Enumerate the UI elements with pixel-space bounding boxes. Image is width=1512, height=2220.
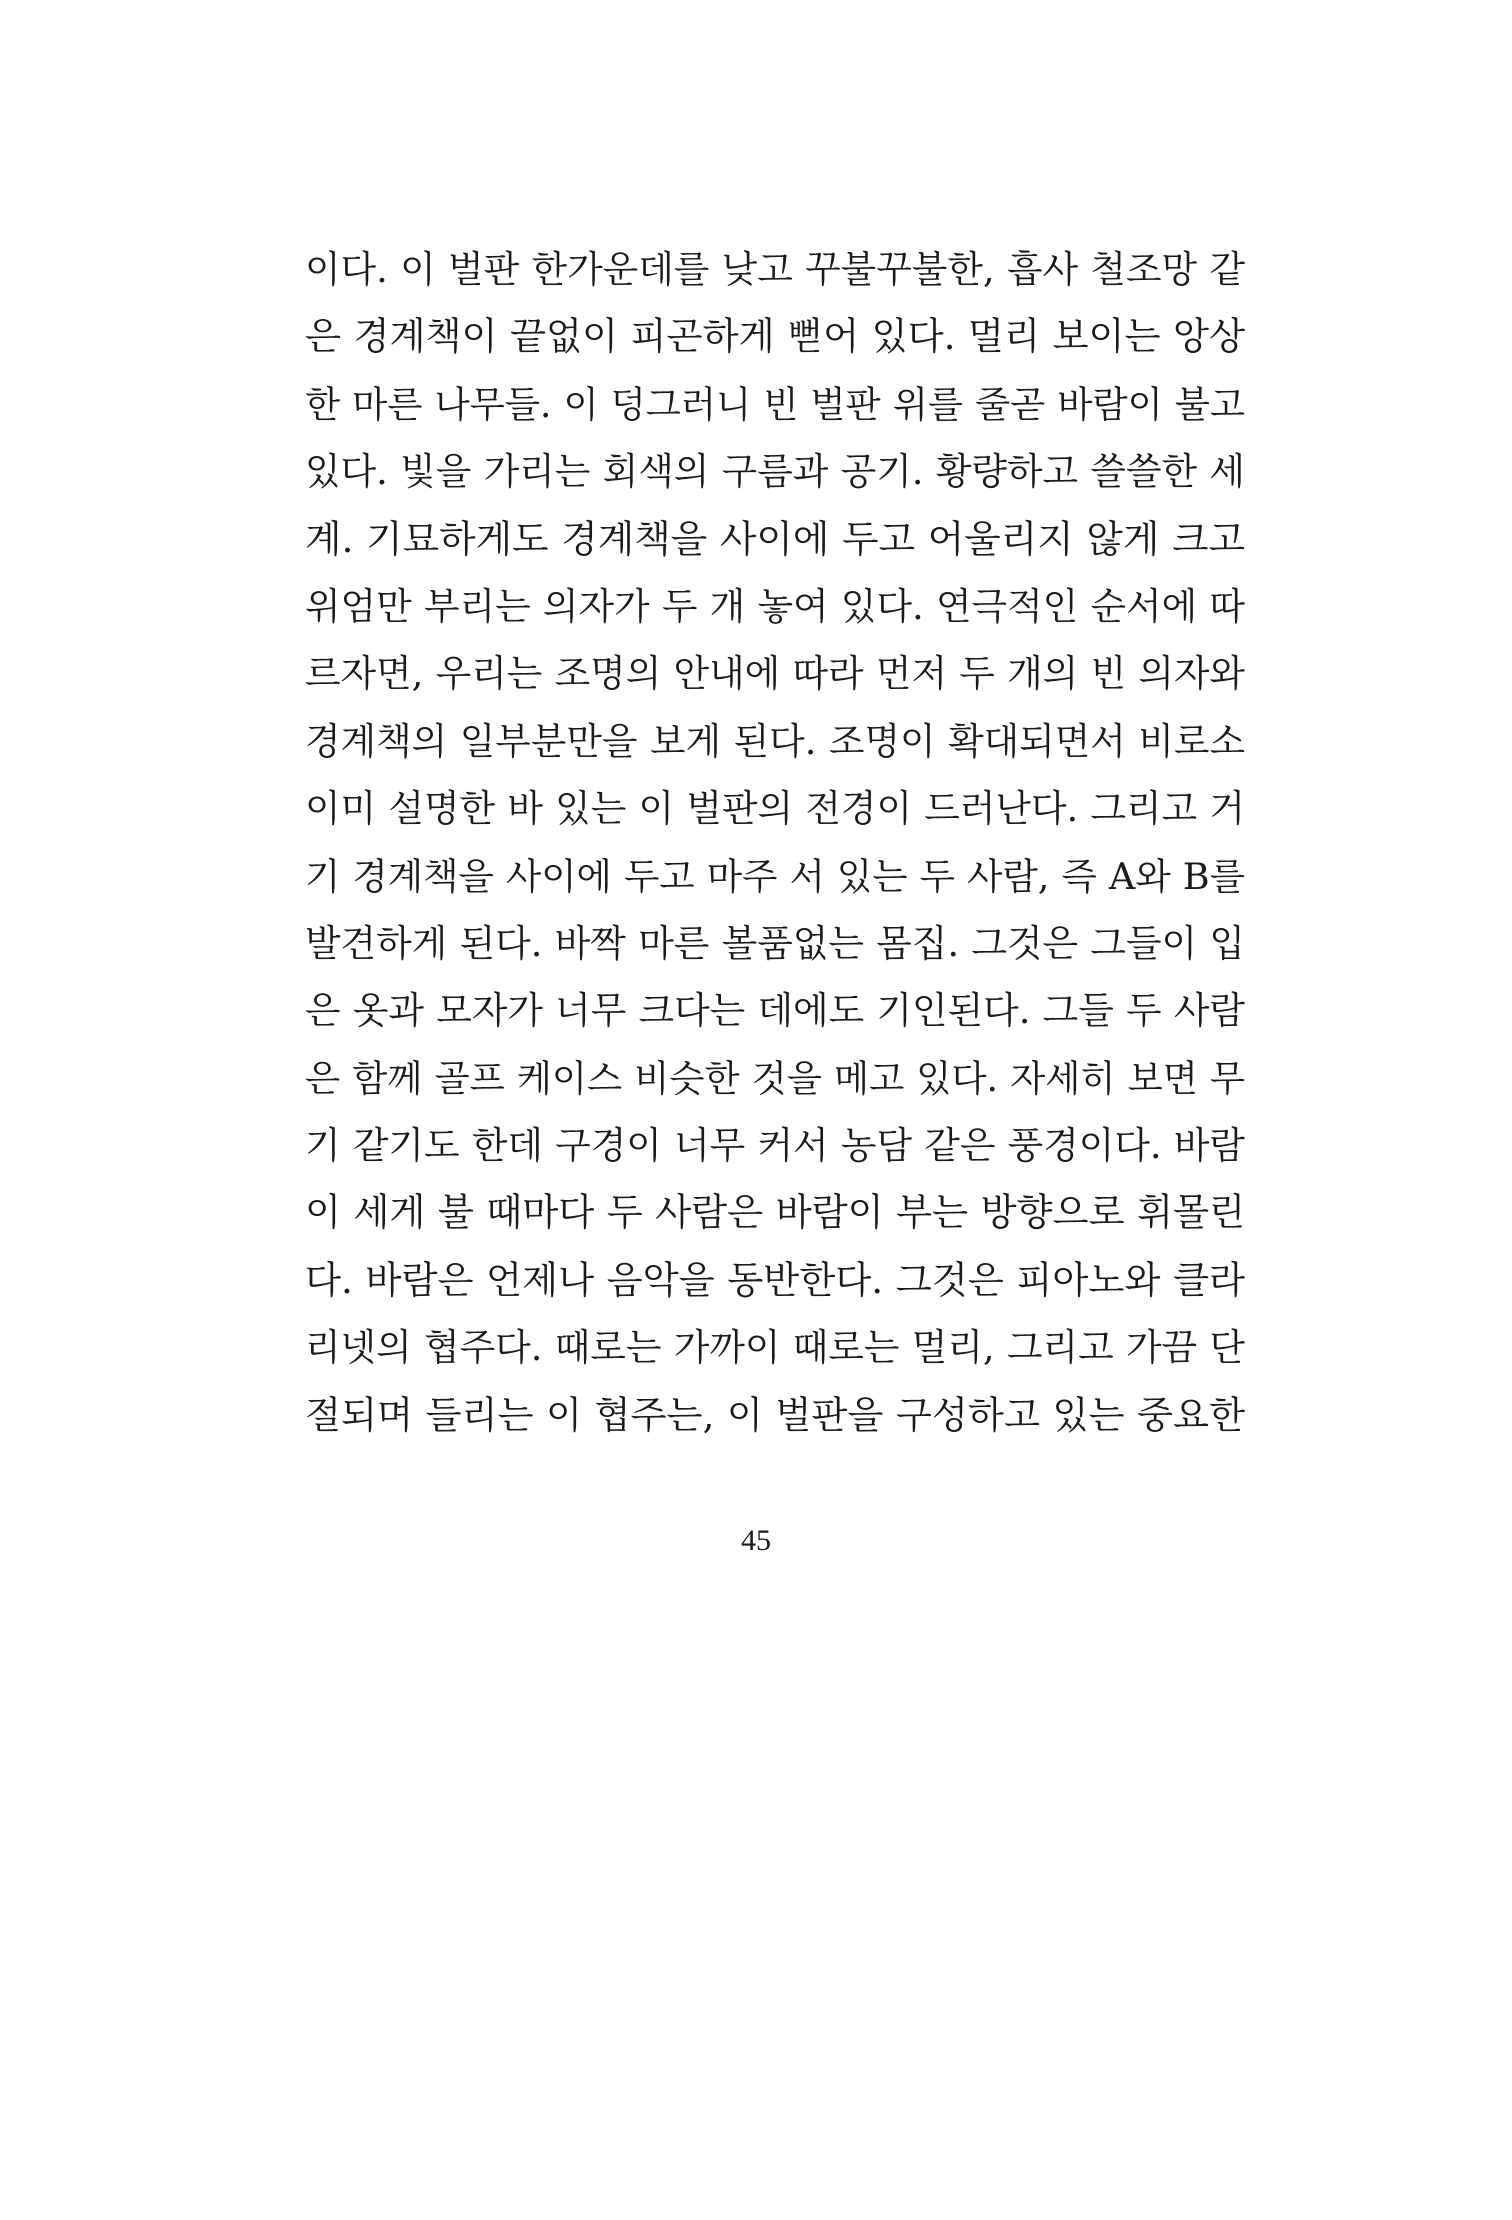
text-line: 이다. 이 벌판 한가운데를 낮고 꾸불꾸불한, 흡사 철조망 같 [305,248,1245,291]
text-line: 이 세게 불 때마다 두 사람은 바람이 부는 방향으로 휘몰린 [305,1190,1245,1235]
text-line: 한 마른 나무들. 이 덩그러니 빈 벌판 위를 줄곧 바람이 불고 [305,382,1245,426]
body-text [305,236,1245,1449]
text-line: 기 경계책을 사이에 두고 마주 서 있는 두 사람, 즉 A와 B를 [305,854,1245,898]
text-line: 계. 기묘하게도 경계책을 사이에 두고 어울리지 않게 크고 [305,516,1245,561]
text-line: 이미 설명한 바 있는 이 벌판의 전경이 드러난다. 그리고 거 [305,787,1245,831]
text-line: 은 옷과 모자가 너무 크다는 데에도 기인된다. 그들 두 사람 [305,989,1245,1033]
text-line: 리넷의 협주다. 때로는 가까이 때로는 멀리, 그리고 가끔 단 [305,1326,1245,1370]
text-line: 은 경계책이 끝없이 피곤하게 뻗어 있다. 멀리 보이는 앙상 [305,314,1245,359]
text-line: 경계책의 일부분만을 보게 된다. 조명이 확대되면서 비로소 [305,719,1245,763]
text-line: 있다. 빛을 가리는 회색의 구름과 공기. 황량하고 쓸쓸한 세 [305,450,1245,494]
text-line: 위엄만 부리는 의자가 두 개 놓여 있다. 연극적인 순서에 따 [305,584,1245,628]
page-number: 45 [741,1524,771,1557]
text-line: 발견하게 된다. 바짝 마른 볼품없는 몸집. 그것은 그들이 입 [305,921,1245,965]
text-line: 절되며 들리는 이 협주는, 이 벌판을 구성하고 있는 중요한 [305,1392,1245,1437]
text-line: 기 같기도 한데 구경이 너무 커서 농담 같은 풍경이다. 바람 [305,1124,1245,1168]
text-line: 르자면, 우리는 조명의 안내에 따라 먼저 두 개의 빈 의자와 [305,652,1245,696]
text-line: 은 함께 골프 케이스 비슷한 것을 메고 있다. 자세히 보면 무 [305,1056,1245,1100]
text-line: 다. 바람은 언제나 음악을 동반한다. 그것은 피아노와 클라 [305,1257,1245,1302]
